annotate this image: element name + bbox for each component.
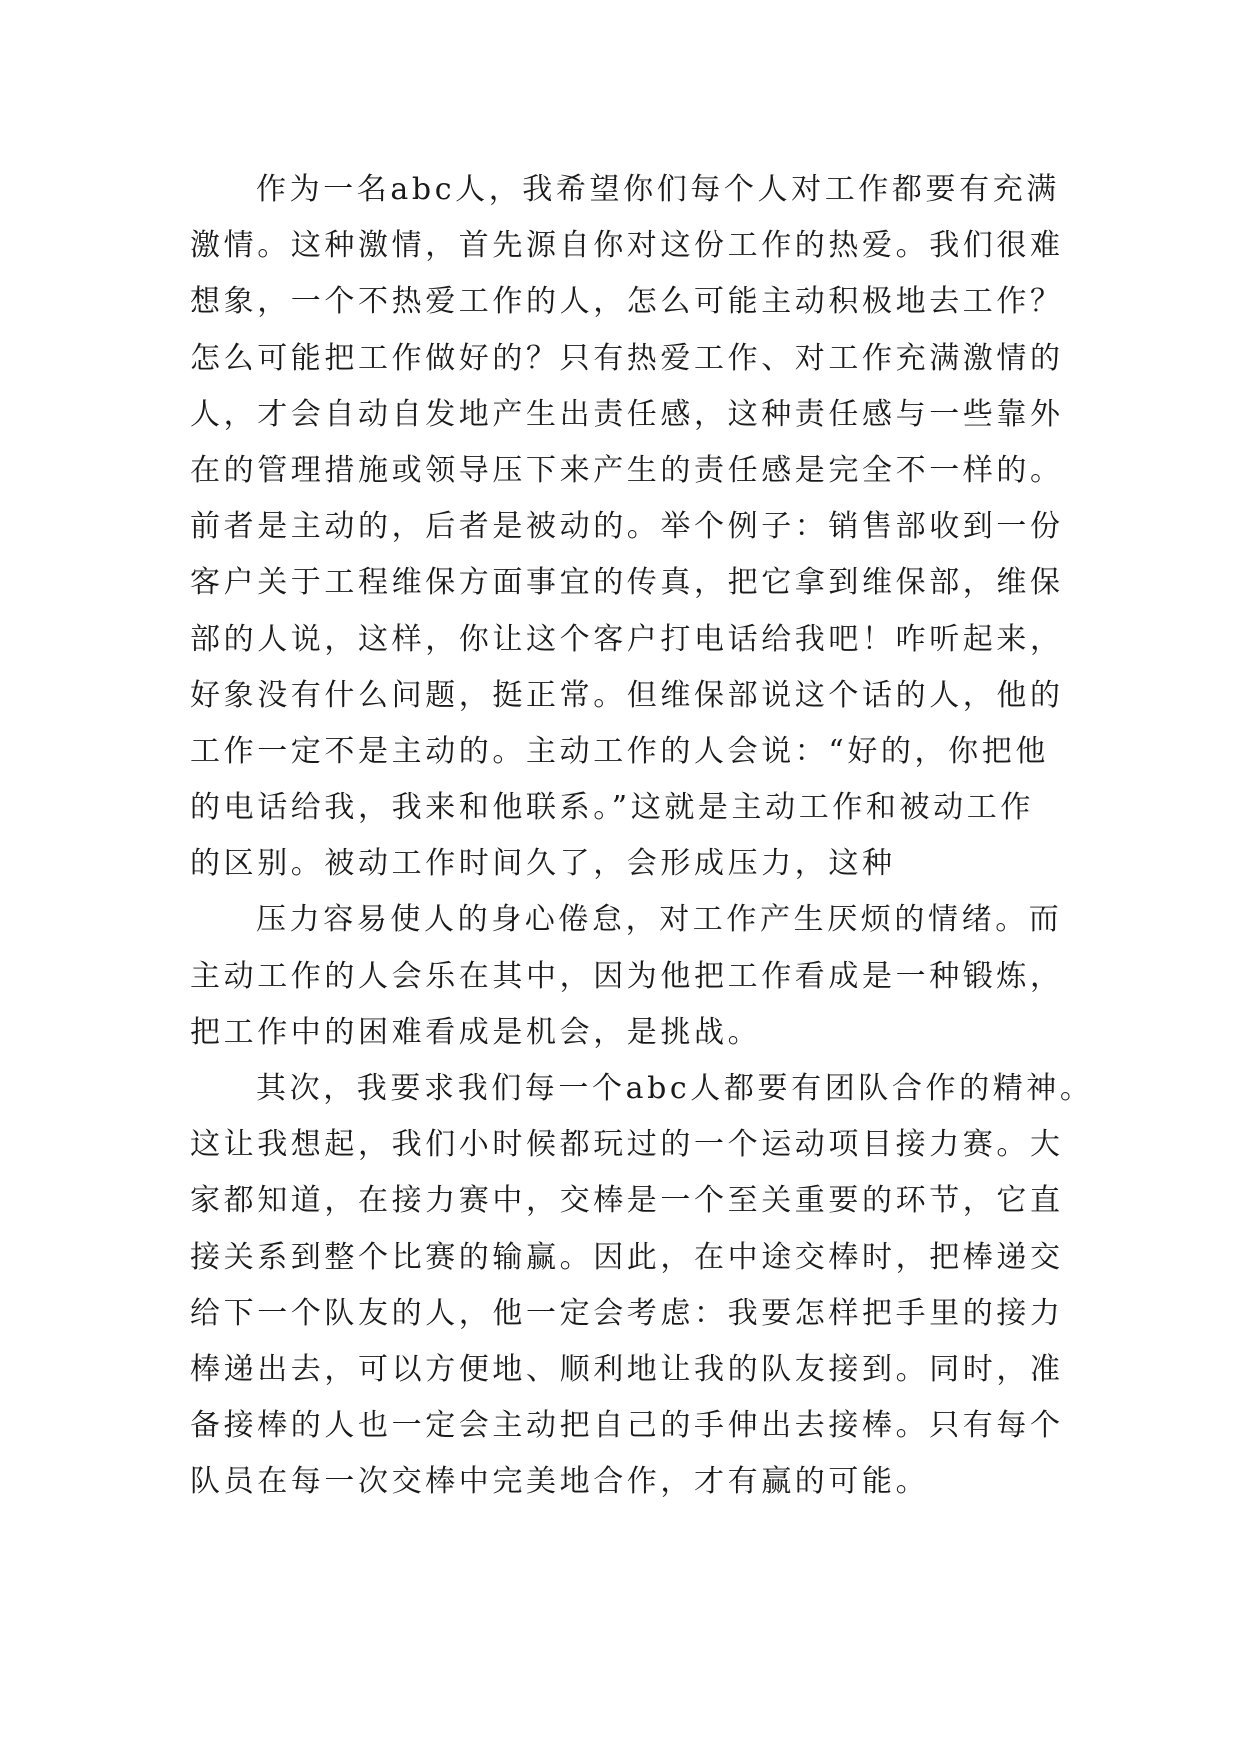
text-line: 部的人说，这样，你让这个客户打电话给我吧！咋听起来，	[190, 621, 1064, 657]
text-line: 想象，一个不热爱工作的人，怎么可能主动积极地去工作？	[190, 284, 1064, 320]
text-line: 家都知道，在接力赛中，交棒是一个至关重要的环节，它直	[190, 1183, 1064, 1219]
text-line: 的区别。被动工作时间久了，会形成压力，这种	[190, 846, 896, 882]
text-line: 棒递出去，可以方便地、顺利地让我的队友接到。同时，准	[190, 1351, 1064, 1387]
text-line: 备接棒的人也一定会主动把自己的手伸出去接棒。只有每个	[190, 1408, 1064, 1444]
text-line: 压力容易使人的身心倦怠，对工作产生厌烦的情绪。而	[256, 902, 1063, 938]
text-line: 主动工作的人会乐在其中，因为他把工作看成是一种锻炼，	[190, 958, 1064, 994]
text-line: 怎么可能把工作做好的？只有热爱工作、对工作充满激情的	[190, 340, 1064, 376]
text-line: 客户关于工程维保方面事宜的传真，把它拿到维保部，维保	[190, 565, 1064, 601]
text-line: 这让我想起，我们小时候都玩过的一个运动项目接力赛。大	[190, 1127, 1064, 1163]
text-line: 工作一定不是主动的。主动工作的人会说：“好的，你把他	[190, 733, 1049, 769]
text-line: 其次，我要求我们每一个abc人都要有团队合作的精神。	[256, 1071, 1094, 1106]
body-text	[190, 162, 1094, 1511]
text-line: 队员在每一次交棒中完美地合作，才有赢的可能。	[190, 1464, 930, 1500]
text-line: 给下一个队友的人，他一定会考虑：我要怎样把手里的接力	[190, 1295, 1064, 1331]
text-line: 前者是主动的，后者是被动的。举个例子：销售部收到一份	[190, 509, 1064, 545]
text-line: 接关系到整个比赛的输赢。因此，在中途交棒时，把棒递交	[190, 1239, 1064, 1275]
text-line: 在的管理措施或领导压下来产生的责任感是完全不一样的。	[190, 452, 1064, 488]
text-line: 的电话给我，我来和他联系。”这就是主动工作和被动工作	[190, 790, 1034, 826]
text-line: 激情。这种激情，首先源自你对这份工作的热爱。我们很难	[190, 228, 1064, 264]
text-line: 人，才会自动自发地产生出责任感，这种责任感与一些靠外	[190, 396, 1064, 432]
text-line: 作为一名abc人，我希望你们每个人对工作都要有充满	[256, 172, 1060, 207]
text-line: 好象没有什么问题，挺正常。但维保部说这个话的人，他的	[190, 677, 1064, 713]
text-line: 把工作中的困难看成是机会，是挑战。	[190, 1014, 762, 1050]
